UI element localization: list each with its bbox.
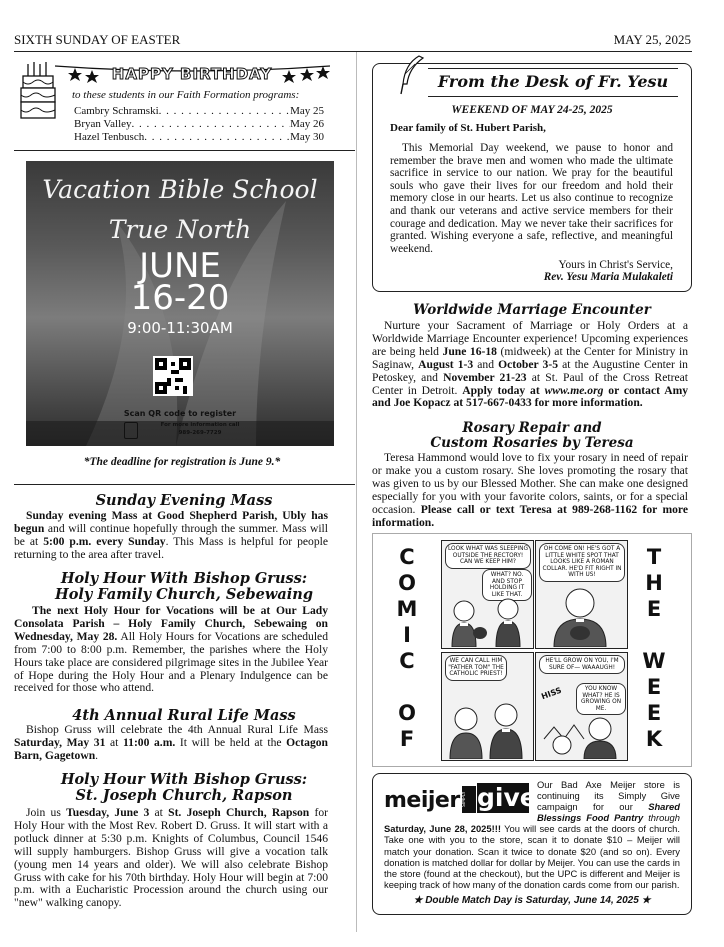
meijer-logo: meijer: [384, 788, 460, 813]
quill-icon: [395, 54, 425, 96]
holy-hour-2-title: Holy Hour With Bishop Gruss: St. Joseph Church, Rapson: [60, 771, 308, 804]
speech-bubble: OH COME ON! HE'S GOT A LITTLE WHITE SPOT THAT LOOKS LIKE A ROMAN COLLAR. HE'D FIT RIGHT IN WITH US!: [539, 543, 625, 582]
desk-title-rule: [428, 68, 678, 69]
speech-bubble: WHAT? NO. AND STOP HOLDING IT LIKE THAT.: [482, 569, 532, 601]
desk-weekend: WEEKEND OF MAY 24-25, 2025: [451, 104, 613, 116]
give-badge: give: [477, 783, 537, 812]
column-divider: [356, 52, 357, 932]
header-right: MAY 25, 2025: [613, 32, 691, 47]
comic-left-letters: C O M I C O F: [396, 545, 418, 751]
desk-body: This Memorial Day weekend, we pause to honor and remember the brave men and women who made the ultimate sacrifice in service to our nation. We pray for the beautiful souls who gave their lives for our freedom and hold their memory close in our hearts. Let us also continue to recognize and thank our veterans and active service members for their courage and dedication. May we never take their sacrifices for granted. Wishing everyone a safe, reflective, and meaningful weekend.: [390, 142, 673, 255]
vbs-theme: True North: [108, 215, 252, 244]
comic-panel-3: [441, 652, 534, 761]
birthday-banner: [55, 62, 330, 88]
rosary-title: Rosary Repair and Custom Rosaries by Teresa: [430, 420, 634, 451]
desk-closing: Yours in Christ's Service,: [558, 259, 673, 271]
section-rule: [14, 484, 355, 485]
marriage-title: Worldwide Marriage Encounter: [413, 302, 651, 318]
holy-hour-2-text: Join us Tuesday, June 3 at St. Joseph Church, Rapson for Holy Hour with the Most Rev. Robert D. Gruss. It will start with a potluck dinner at 5:30 p.m. Knights of Columbus, Council 1546 will supply hamburgers. Bishop Gruss will give a vocation talk (young men 14 years and older). We will also celebrate Bishop Gruss with cake for his 70th birthday. Holy Hour will begin at 7:00 p.m. with a Eucharistic Procession around the church using our "new" walking canopy.: [14, 806, 328, 910]
vbs-info: For more information call 989-269-7729: [160, 422, 240, 436]
simply-badge: SIMPLY: [462, 786, 476, 813]
rural-life-text: Bishop Gruss will celebrate the 4th Annual Rural Life Mass Saturday, May 31 at 11:00 a.m. It will be held at the Octagon Barn, Gagetown.: [14, 723, 329, 762]
holy-hour-1-title: Holy Hour With Bishop Gruss: Holy Family Church, Sebewaing: [55, 570, 313, 603]
comic-panel-1: [441, 540, 534, 649]
sunday-mass-title: Sunday Evening Mass: [95, 492, 273, 509]
birthday-intro: to these students in our Faith Formation programs:: [72, 89, 300, 101]
comic-right-letters: T H E W E E K: [642, 545, 666, 751]
priests-illustration: [446, 693, 530, 759]
speech-bubble: LOOK WHAT WAS SLEEPING OUTSIDE THE RECTORY! CAN WE KEEP HIM?: [445, 543, 531, 569]
list-item: Bryan Valley . . . May 26: [74, 118, 324, 131]
desk-title: From the Desk of Fr. Yesu: [437, 72, 669, 91]
vbs-month: JUNE: [139, 246, 221, 286]
header-rule: [14, 51, 692, 52]
cake-icon: [20, 60, 56, 122]
vbs-dates: 16-20: [130, 278, 230, 318]
comic-panel-2: [535, 540, 628, 649]
speech-bubble: YOU KNOW WHAT? HE IS GROWING ON ME.: [576, 683, 626, 715]
vbs-time: 9:00-11:30AM: [127, 319, 233, 337]
list-item: Hazel Tenbusch . . . May 30: [74, 131, 324, 144]
holy-hour-1-text: The next Holy Hour for Vocations will be at Our Lady Consolata Parish – Holy Family Church, Sebewaing on Wednesday, May 28. All Holy Hours for Vocations are scheduled from 7:00 to 8:00 p.m. Remember, the parishes where the Holy Hours take place are considered pilgrimage sites in the Jubilee Year of Hope during the Holy Hour and a Plenary Indulgence can be received for those who attend.: [14, 604, 328, 695]
birthday-title: HAPPY BIRTHDAY: [111, 65, 273, 83]
sunday-mass-text: Sunday evening Mass at Good Shepherd Parish, Ubly has begun and will continue hopefully through the summer. Mass will be at 5:00 p.m. every Sunday. This Mass is helpful for people returning to the area after travel.: [14, 509, 328, 561]
priests-with-cat-illustration: [446, 595, 530, 647]
vbs-flyer: [26, 161, 334, 446]
list-item: Cambry Schramski . . . May 25: [74, 105, 324, 118]
speech-bubble: WE CAN CALL HIM "FATHER TOM" THE CATHOLIC PRIEST!: [445, 655, 507, 681]
birthday-list: [74, 105, 324, 144]
hiss-sound: HISS: [540, 685, 563, 702]
phone-icon: [124, 422, 138, 439]
marriage-text: Nurture your Sacrament of Marriage or Holy Orders at a Worldwide Marriage Encounter experience! Upcoming experiences are being held June 16-18 (midweek) at the Center for Ministry in Saginaw, August 1-3 and October 3-5 at the Augustine Center in Petoskey, and November 21-23 at St. Paul of the Cross Retreat Center in Detroit. Apply today at www.me.org or contact Amy and Joe Kopacz at 517-667-0433 for more information.: [372, 319, 689, 410]
desk-signature: Rev. Yesu Maria Mulakaleti: [543, 271, 673, 283]
comic-panel-4: [535, 652, 628, 761]
desk-greeting: Dear family of St. Hubert Parish,: [390, 122, 546, 134]
rural-life-title: 4th Annual Rural Life Mass: [72, 707, 296, 724]
meijer-footer: ★ Double Match Day is Saturday, June 14, 2025 ★: [413, 895, 651, 906]
vbs-deadline: *The deadline for registration is June 9.*: [83, 456, 281, 468]
qr-code[interactable]: [153, 356, 193, 396]
vbs-title: Vacation Bible School: [42, 175, 318, 204]
scared-priests-illustration: [540, 709, 624, 759]
section-rule: [14, 150, 355, 151]
header-left: SIXTH SUNDAY OF EASTER: [14, 32, 181, 47]
desk-title-rule: [428, 96, 678, 97]
priest-holding-cat-illustration: [540, 581, 624, 647]
speech-bubble: HE'LL GROW ON YOU, I'M SURE OF— WAAAUGH!: [539, 655, 625, 674]
vbs-scan: Scan QR code to register: [123, 409, 237, 418]
meijer-text: Our Bad Axe Meijer store is continuing its Simply Give campaign for our Shared Blessings Food Pantry through Saturday, June 28, 2025!!! You will see cards at the doors of church. Take one with you to the store, scan it to donate $10 – Meijer will match your donation. Scan it twice to donate $20 (and so on). Every donation is matched dollar for dollar by Meijer. You can use the cards in the store (found at the checkout), but the UPC is different and Meijer is keeping track of how many of the donation cards come from our parish.: [384, 779, 681, 890]
rosary-text: Teresa Hammond would love to fix your rosary in need of repair or make you a custom rosary. She loves promoting the rosary that was given to us by our Blessed Mother. She can make one designed especially for you with your favorite colors, saints, or for a special occasion. Please call or text Teresa at 989-268-1162 for more information.: [372, 451, 688, 529]
